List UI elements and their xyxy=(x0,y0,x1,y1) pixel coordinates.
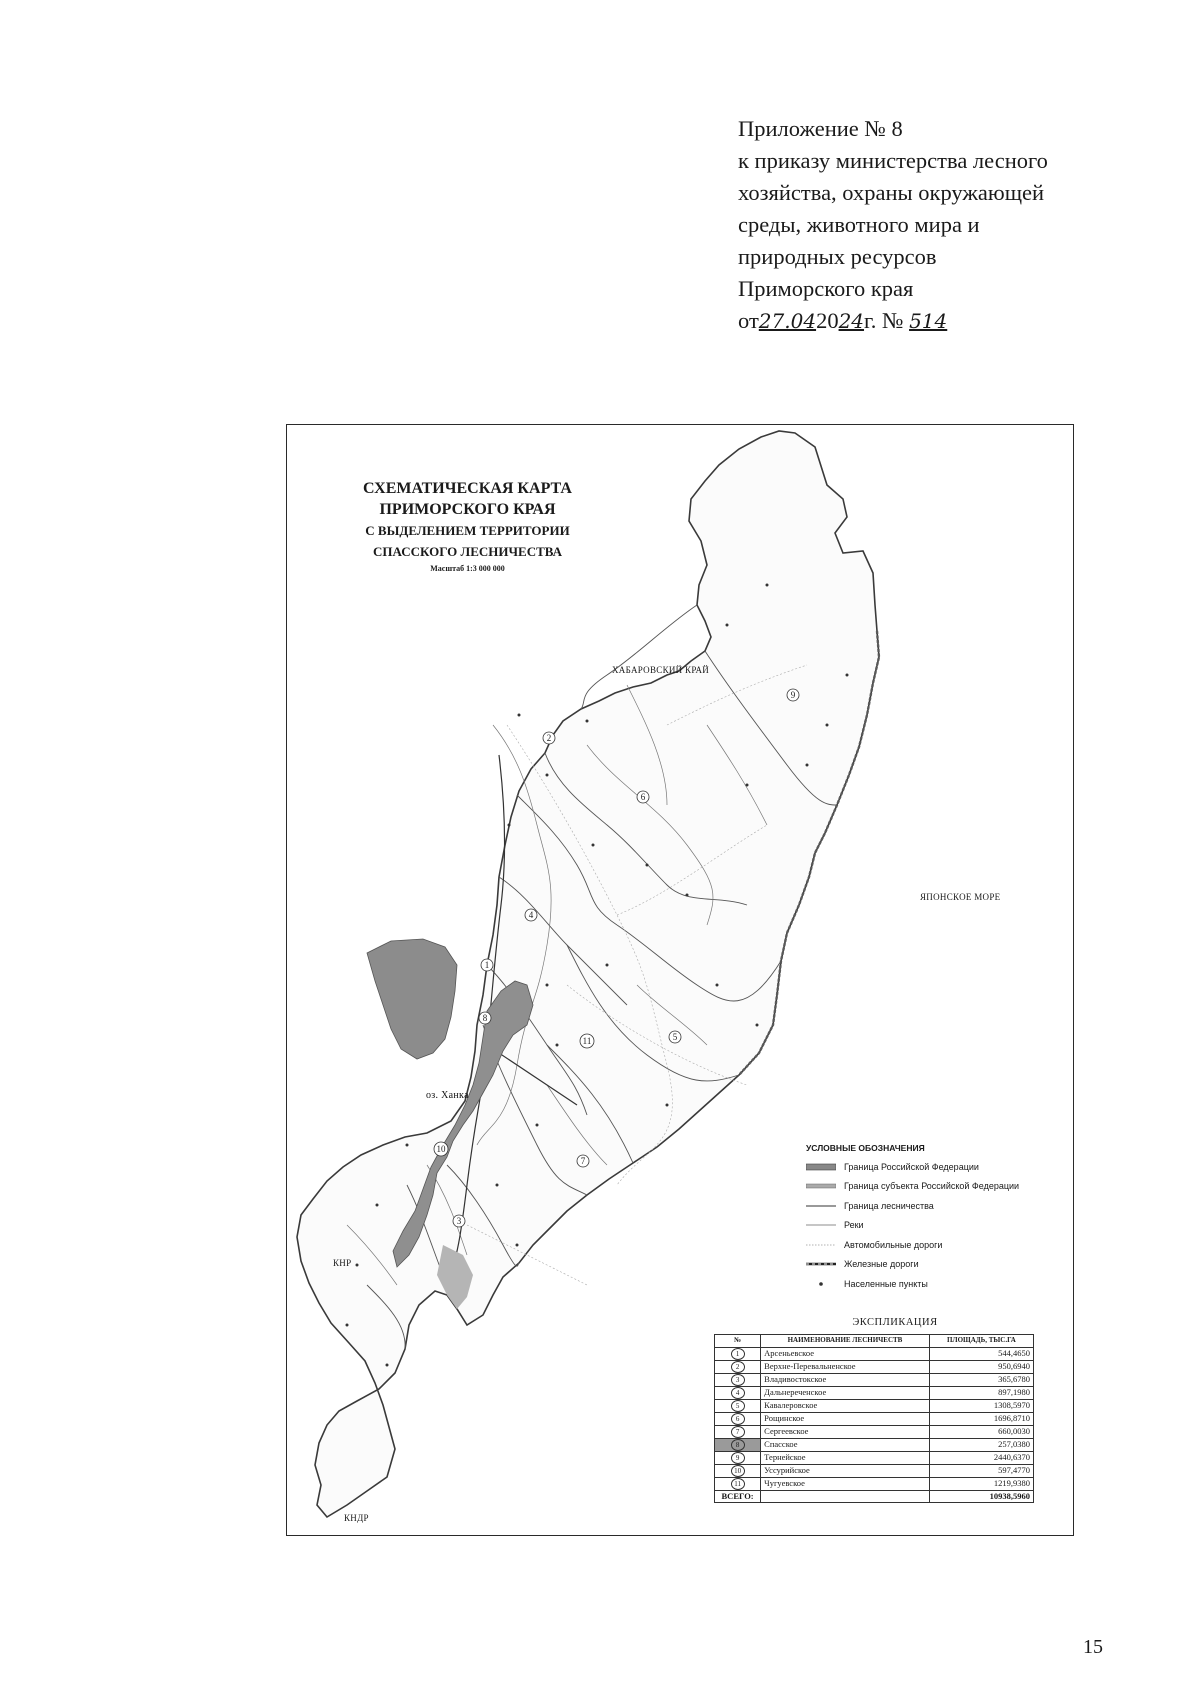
district-marker-label: 8 xyxy=(482,1013,488,1023)
total-label: ВСЕГО: xyxy=(715,1490,761,1503)
legend-label: Граница лесничества xyxy=(844,1200,934,1211)
handwritten-date: 27.04 xyxy=(758,309,817,333)
legend-item xyxy=(806,1157,1066,1177)
map-title-line-4: СПАССКОГО ЛЕСНИЧЕСТВА xyxy=(372,544,563,559)
legend-label: Граница субъекта Российской Федерации xyxy=(844,1181,1020,1192)
table-row xyxy=(715,1399,1034,1412)
row-name: Уссурийское xyxy=(761,1464,930,1477)
map-title-line-3: С ВЫДЕЛЕНИЕМ ТЕРРИТОРИИ xyxy=(365,523,570,538)
row-number: 9 xyxy=(731,1452,745,1464)
district-marker-label: 6 xyxy=(640,792,646,802)
page-number: 15 xyxy=(1083,1636,1103,1658)
lake-label: оз. Ханка xyxy=(426,1090,469,1101)
map-title-line-2: ПРИМОРСКОГО КРАЯ xyxy=(379,501,556,518)
district-marker-label: 2 xyxy=(546,733,552,743)
year-prefix: 20 xyxy=(816,308,839,333)
table-row xyxy=(715,1412,1034,1425)
map-title-line-1: СХЕМАТИЧЕСКАЯ КАРТА xyxy=(363,480,572,497)
legend-label: Населенные пункты xyxy=(844,1278,928,1289)
table-row xyxy=(715,1464,1034,1477)
row-number: 11 xyxy=(731,1478,745,1490)
row-name: Кавалеровское xyxy=(761,1399,930,1412)
date-prefix: от xyxy=(738,308,759,333)
legend-label: Автомобильные дороги xyxy=(844,1239,943,1250)
table-total-row xyxy=(715,1490,1034,1503)
district-marker-label: 4 xyxy=(528,910,534,920)
appendix-line-5: природных ресурсов xyxy=(738,244,937,269)
appendix-date-line xyxy=(738,305,1158,337)
table-row xyxy=(715,1386,1034,1399)
appendix-line-6: Приморского края xyxy=(738,276,914,301)
header-number: № xyxy=(715,1335,761,1348)
legend-item xyxy=(806,1274,1066,1294)
label-sea-of-japan: ЯПОНСКОЕ МОРЕ xyxy=(920,892,1001,902)
row-area: 597,4770 xyxy=(929,1464,1033,1477)
legend-label: Железные дороги xyxy=(844,1259,919,1270)
appendix-line-2: к приказу министерства лесного xyxy=(738,148,1048,173)
row-number: 2 xyxy=(731,1361,745,1373)
lake-khanka xyxy=(367,939,457,1059)
district-marker-label: 9 xyxy=(790,690,796,700)
row-area: 1219,9380 xyxy=(929,1477,1033,1490)
explication-title: ЭКСПЛИКАЦИЯ xyxy=(852,1317,938,1328)
table-row xyxy=(715,1451,1034,1464)
district-marker-label: 11 xyxy=(582,1036,592,1046)
label-khabarovsk-krai: ХАБАРОВСКИЙ КРАЙ xyxy=(612,665,710,675)
row-name: Дальнереченское xyxy=(761,1386,930,1399)
appendix-line-1: Приложение № 8 xyxy=(738,116,903,141)
row-area: 1308,5970 xyxy=(929,1399,1033,1412)
row-name: Рощинское xyxy=(761,1412,930,1425)
row-name: Арсеньевское xyxy=(761,1347,930,1360)
row-area: 950,6940 xyxy=(929,1360,1033,1373)
year-suffix: г. № xyxy=(864,308,904,333)
row-name: Верхне-Перевальненское xyxy=(761,1360,930,1373)
legend-title: УСЛОВНЫЕ ОБОЗНАЧЕНИЯ xyxy=(806,1143,925,1153)
row-area: 365,6780 xyxy=(929,1373,1033,1386)
row-number: 5 xyxy=(731,1400,745,1412)
district-marker-label: 10 xyxy=(436,1144,446,1154)
table-header-row xyxy=(715,1335,1034,1348)
appendix-line-3: хозяйства, охраны окружающей xyxy=(738,180,1045,205)
district-marker-label: 5 xyxy=(672,1032,678,1042)
explication-table xyxy=(714,1334,1034,1503)
medium-gray-band-icon xyxy=(806,1181,836,1191)
row-number: 10 xyxy=(731,1465,745,1477)
row-name: Тернейское xyxy=(761,1451,930,1464)
district-marker-label: 7 xyxy=(580,1156,586,1166)
table-row xyxy=(715,1373,1034,1386)
label-china: КНР xyxy=(333,1258,352,1268)
legend-label: Граница Российской Федерации xyxy=(844,1161,979,1172)
row-name: Спасское xyxy=(761,1438,930,1451)
row-number: 3 xyxy=(731,1374,745,1386)
table-row xyxy=(715,1477,1034,1490)
header-name: НАИМЕНОВАНИЕ ЛЕСНИЧЕСТВ xyxy=(761,1335,930,1348)
row-area: 660,0030 xyxy=(929,1425,1033,1438)
header-area: ПЛОЩАДЬ, ТЫС.ГА xyxy=(929,1335,1033,1348)
row-area: 257,0380 xyxy=(929,1438,1033,1451)
label-north-korea: КНДР xyxy=(344,1513,369,1523)
legend-item xyxy=(806,1177,1066,1197)
table-row xyxy=(715,1425,1034,1438)
row-number: 4 xyxy=(731,1387,745,1399)
handwritten-order-number: 514 xyxy=(909,309,948,333)
handwritten-year: 24 xyxy=(838,309,865,333)
row-number: 8 xyxy=(731,1439,745,1451)
legend-item xyxy=(806,1255,1066,1275)
table-row xyxy=(715,1347,1034,1360)
map-title xyxy=(330,478,605,576)
legend-item xyxy=(806,1235,1066,1255)
legend-item xyxy=(806,1196,1066,1216)
table-row-highlighted xyxy=(715,1438,1034,1451)
appendix-header xyxy=(738,113,1158,337)
row-number: 7 xyxy=(731,1426,745,1438)
row-name: Сергеевское xyxy=(761,1425,930,1438)
dotted-line-icon xyxy=(806,1240,836,1250)
table-row xyxy=(715,1360,1034,1373)
row-name: Владивостокское xyxy=(761,1373,930,1386)
total-area: 10938,5960 xyxy=(929,1490,1033,1503)
thick-gray-band-icon xyxy=(806,1162,836,1172)
row-name: Чугуевское xyxy=(761,1477,930,1490)
map-legend xyxy=(806,1143,1066,1294)
row-area: 2440,6370 xyxy=(929,1451,1033,1464)
legend-label: Реки xyxy=(844,1220,864,1231)
railway-line-icon xyxy=(806,1259,836,1269)
appendix-line-4: среды, животного мира и xyxy=(738,212,980,237)
thin-line-icon xyxy=(806,1220,836,1230)
map-scale: Масштаб 1:3 000 000 xyxy=(430,564,505,573)
row-number: 6 xyxy=(731,1413,745,1425)
legend-item xyxy=(806,1216,1066,1236)
dot-icon xyxy=(806,1279,836,1289)
district-marker-label: 1 xyxy=(484,960,490,970)
row-number: 1 xyxy=(731,1348,745,1360)
row-area: 1696,8710 xyxy=(929,1412,1033,1425)
thin-line-icon xyxy=(806,1201,836,1211)
row-area: 544,4650 xyxy=(929,1347,1033,1360)
district-marker-label: 3 xyxy=(456,1216,462,1226)
row-area: 897,1980 xyxy=(929,1386,1033,1399)
